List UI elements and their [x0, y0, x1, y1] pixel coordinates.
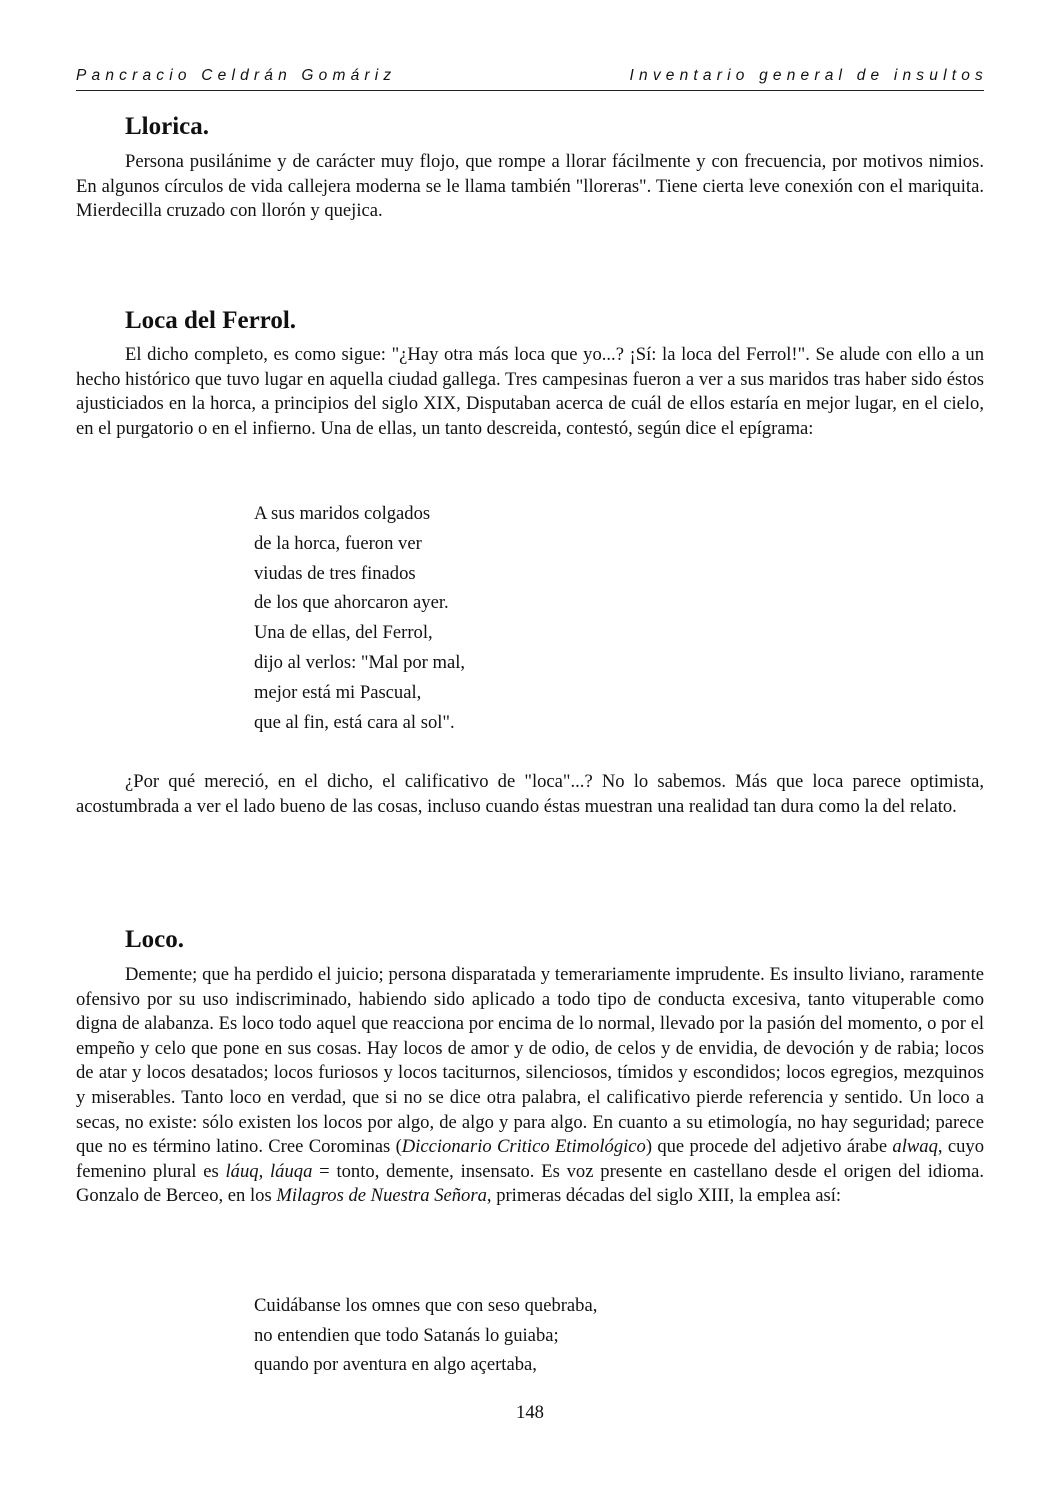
- verse-line: que al fin, está cara al sol".: [254, 711, 455, 733]
- verse-line: quando por aventura en algo açertaba,: [254, 1354, 537, 1375]
- verse-line: A sus maridos colgados: [254, 503, 431, 524]
- entry-body-loco: Demente; que ha perdido el juicio; persona disparatada y temerariamente imprudente. Es insulto liviano, raramente ofensivo por su uso indiscriminado, habiendo sido aplicado a todo tipo de conducta excesiva, tanto vituperable como digna de alabanza. Es loco todo aquel que reacciona por encima de lo normal, llevado por la pasión del momento, o por el empeño y celo que pone en sus cosas. Hay locos de amor y de odio, de celos y de envidia, de devoción y de rabia; locos de atar y locos desatados; locos furiosos y locos taciturnos, silenciosos, tímidos y escondidos; locos egregios, mezquinos y miserables. Tanto loco en verdad, que si no se dice otra palabra, el calificativo pierde referencia y sentido. Un loco a secas, no existe: sólo existen los locos por algo, de algo y para algo. En cuanto a su etimología, no hay seguridad; parece que no es término latino. Cree Corominas (Diccionario Critico Etimológico) que procede del adjetivo árabe alwaq, cuyo femenino plural es láuq, láuqa = tonto, demente, insensato. Es voz presente en castellano desde el origen del idioma. Gonzalo de Berceo, en los Milagros de Nuestra Señora, primeras décadas del siglo XIII, la emplea así:: [76, 964, 984, 1207]
- arabic-term: láuq: [225, 1160, 259, 1182]
- verse-line: Cuidábanse los omnes que con seso quebraba,: [254, 1295, 598, 1316]
- verse-line: de los que ahorcaron ayer.: [254, 592, 449, 614]
- verse-line: mejor está mi Pascual,: [254, 681, 422, 703]
- verse-line: Una de ellas, del Ferrol,: [254, 622, 433, 644]
- header-author: Pancracio Celdrán Gomáriz: [76, 67, 397, 84]
- entry-body-loca-del-ferrol: El dicho completo, es como sigue: "¿Hay otra más loca que yo...? ¡Sí: la loca del Ferrol!". Se alude con ello a un hecho histórico que tuvo lugar en aquella ciudad gallega. Tres campesinas fueron a ver a sus maridos tras haber sido éstos ajusticiados en la horca, a principios del siglo XIX, Disputaban acerca de cuál de ellos estaría en mejor lugar, en el cielo, en el purgatorio o en el infierno. Una de ellas, un tanto descreida, contestó, según dice el epígrama:: [76, 344, 984, 439]
- citation-title: Diccionario Critico Etimológico: [401, 1136, 646, 1158]
- berceo-verse: [254, 1291, 597, 1380]
- entry-title-loco: Loco.: [125, 926, 185, 953]
- header-book-title: Inventario general de insultos: [629, 67, 988, 84]
- page-number: 148: [516, 1402, 544, 1423]
- entry-body-loca-del-ferrol-conclusion: ¿Por qué mereció, en el dicho, el calificativo de "loca"...? No lo sabemos. Más que loca parece optimista, acostumbrada a ver el lado bueno de las cosas, incluso cuando éstas muestran una realidad tan dura como la del relato.: [76, 771, 984, 817]
- arabic-term: láuqa: [270, 1160, 313, 1182]
- entry-title-loca-del-ferrol: Loca del Ferrol.: [125, 307, 297, 334]
- verse-line: dijo al verlos: "Mal por mal,: [254, 651, 466, 673]
- verse-line: de la horca, fueron ver: [254, 532, 422, 554]
- entry-title-llorica: Llorica.: [125, 113, 210, 140]
- verse-line: no entendien que todo Satanás lo guiaba;: [254, 1324, 559, 1346]
- arabic-term: alwaq: [892, 1136, 938, 1158]
- running-header: [76, 66, 988, 91]
- epigram-verse: [254, 499, 465, 737]
- entry-body-llorica: Persona pusilánime y de carácter muy flojo, que rompe a llorar fácilmente y con frecuencia, por motivos nimios. En algunos círculos de vida callejera moderna se le llama también "lloreras". Tiene cierta leve conexión con el mariquita. Mierdecilla cruzado con llorón y quejica.: [76, 151, 984, 222]
- verse-line: viudas de tres finados: [254, 562, 416, 584]
- citation-title: Milagros de Nuestra Señora: [276, 1185, 487, 1207]
